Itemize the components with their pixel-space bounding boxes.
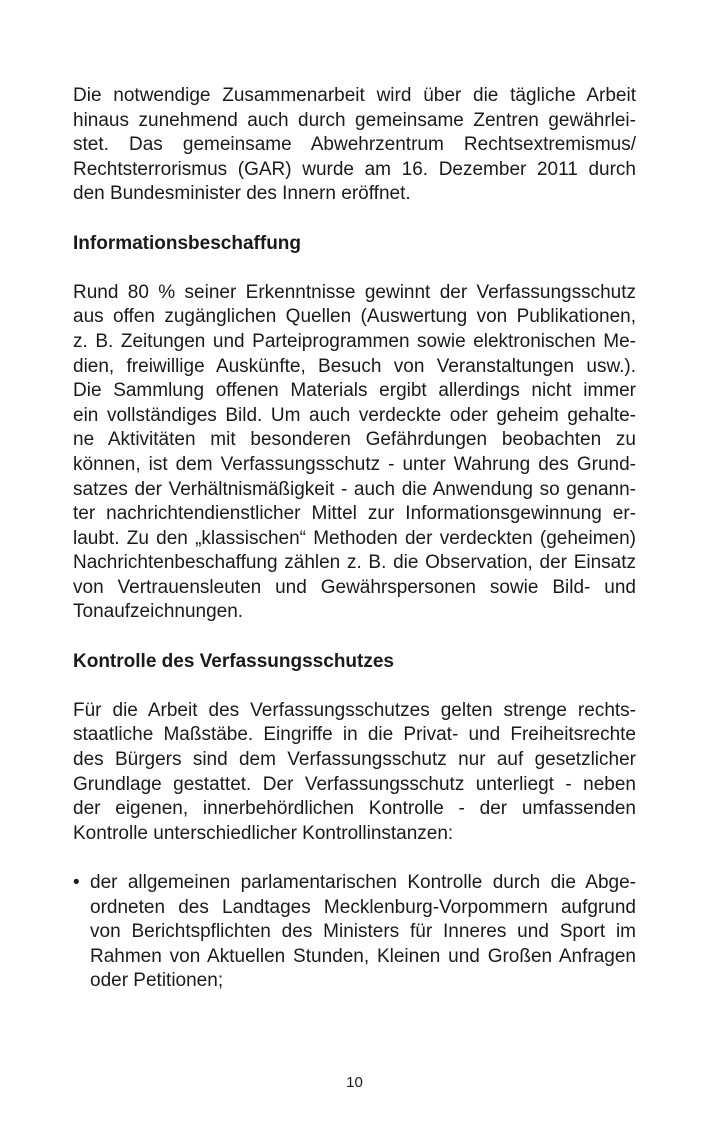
text-line: aus offen zugänglichen Quellen (Auswertung von Publikationen, — [73, 306, 636, 328]
paragraph-oversight — [73, 699, 636, 847]
section-heading-information: Informationsbeschaffung — [73, 232, 302, 254]
page-number: 10 — [346, 1074, 363, 1091]
text-line: stet. Das gemeinsame Abwehrzentrum Rechtsextremismus/ — [73, 134, 636, 156]
text-line: staatliche Maßstäbe. Eingriffe in die Privat- und Freiheitsrechte — [73, 724, 636, 746]
text-line: Rechtsterrorismus (GAR) wurde am 16. Dezember 2011 durch — [73, 158, 636, 180]
text-line: ordneten des Landtages Mecklenburg-Vorpommern aufgrund — [90, 896, 636, 918]
text-line: von Berichtspflichten des Ministers für Inneres und Sport im — [90, 921, 636, 943]
paragraph-information-gathering — [73, 281, 636, 625]
paragraph-spacer — [73, 846, 636, 871]
text-line: z. B. Zeitungen und Parteiprogrammen sowie elektronischen Me- — [73, 330, 636, 352]
paragraph-spacer — [73, 207, 636, 232]
bullet-icon: • — [73, 872, 80, 893]
text-line: Die Sammlung offenen Materials ergibt allerdings nicht immer — [73, 380, 636, 402]
text-line: Kontrolle unterschiedlicher Kontrollinstanzen: — [73, 822, 454, 844]
paragraph-cooperation — [73, 84, 636, 207]
text-line: dien, freiwillige Auskünfte, Besuch von Veranstaltungen usw.). — [73, 355, 636, 377]
text-line: Rund 80 % seiner Erkenntnisse gewinnt der Verfassungsschutz — [73, 281, 636, 303]
text-line: Nachrichtenbeschaffung zählen z. B. die Observation, der Einsatz — [73, 552, 636, 574]
text-line: Rahmen von Aktuellen Stunden, Kleinen und Großen Anfragen — [90, 945, 636, 967]
text-line: Tonaufzeichnungen. — [73, 601, 244, 623]
text-line: hinaus zunehmend auch durch gemeinsame Zentren gewährlei- — [73, 109, 636, 131]
text-line: Für die Arbeit des Verfassungsschutzes gelten strenge rechts- — [73, 699, 636, 721]
text-line: oder Petitionen; — [90, 970, 224, 992]
text-line: Die notwendige Zusammenarbeit wird über die tägliche Arbeit — [73, 85, 636, 106]
paragraph-spacer — [73, 625, 636, 650]
text-line: der eigenen, innerbehördlichen Kontrolle - der umfassenden — [73, 798, 636, 820]
paragraph-spacer — [73, 674, 636, 699]
text-line: laubt. Zu den „klassischen“ Methoden der verdeckten (geheimen) — [73, 527, 636, 549]
text-line: ter nachrichtendienstlicher Mittel zur Informationsgewinnung er- — [73, 503, 636, 525]
text-line: satzes der Verhältnismäßigkeit - auch die Anwendung so genann- — [73, 478, 636, 500]
paragraph-spacer — [73, 256, 636, 281]
text-line: der allgemeinen parlamentarischen Kontrolle durch die Abge- — [90, 872, 636, 893]
text-line: können, ist dem Verfassungsschutz - unter Wahrung des Grund- — [73, 453, 636, 475]
page-content — [73, 84, 636, 994]
text-line: ein vollständiges Bild. Um auch verdeckte oder geheim gehalte- — [73, 404, 636, 426]
section-heading-oversight: Kontrolle des Verfassungsschutzes — [73, 650, 394, 672]
bullet-item-parliamentary-control — [73, 871, 636, 994]
text-line: Grundlage gestattet. Der Verfassungsschutz unterliegt - neben — [73, 773, 636, 795]
text-line: des Bürgers sind dem Verfassungsschutz nur auf gesetzlicher — [73, 749, 636, 771]
text-line: von Vertrauensleuten und Gewährspersonen sowie Bild- und — [73, 576, 636, 598]
text-line: ne Aktivitäten mit besonderen Gefährdungen beobachten zu — [73, 429, 636, 451]
text-line: den Bundesminister des Innern eröffnet. — [73, 183, 411, 205]
